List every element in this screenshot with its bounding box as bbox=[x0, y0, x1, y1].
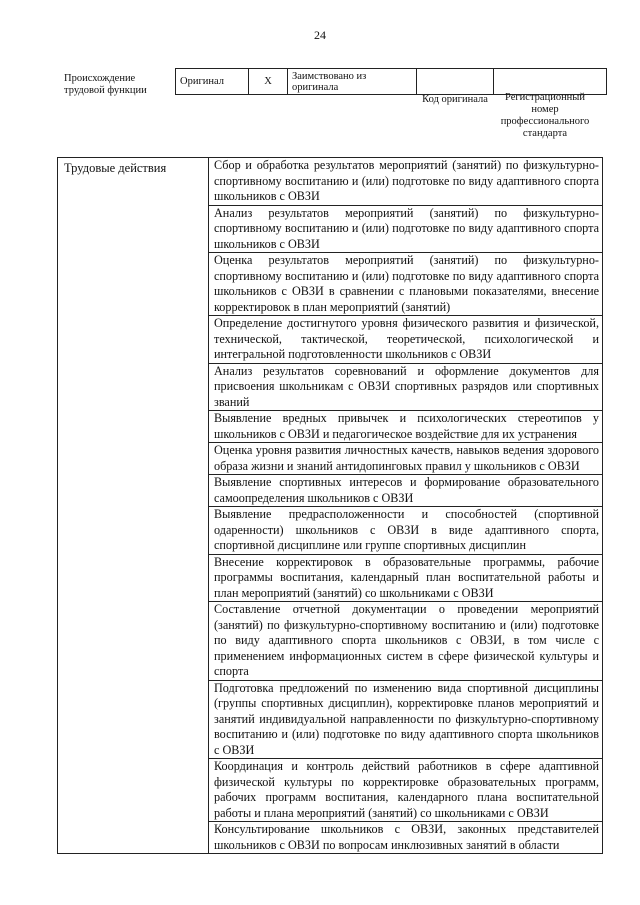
labor-action-item: Оценка уровня развития личностных качеств, навыков ведения здорового образа жизни и знаний антидопинговых правил у школьников с ОВЗИ bbox=[209, 443, 602, 475]
origin-code-cell bbox=[417, 69, 494, 95]
labor-action-item: Анализ результатов соревнований и оформление документов для присвоения школьникам с ОВЗИ спортивных разрядов или спортивных званий bbox=[209, 364, 602, 412]
origin-reg-cell bbox=[494, 69, 607, 95]
labor-action-item: Анализ результатов мероприятий (занятий) по физкультурно-спортивному воспитанию и (или) подготовке по виду адаптивного спорта школьников с ОВЗИ bbox=[209, 206, 602, 254]
labor-action-item: Выявление вредных привычек и психологических стереотипов у школьников с ОВЗИ и педагогическое воздействие для их устранения bbox=[209, 411, 602, 443]
origin-table bbox=[175, 68, 607, 95]
origin-borrowed-cell: Заимствовано из оригинала bbox=[288, 69, 417, 95]
labor-action-item: Оценка результатов мероприятий (занятий) по физкультурно-спортивному воспитанию и (или) подготовке по виду адаптивного спорта школьников с ОВЗИ в сравнении с плановыми показателями, внесение корректировок в план мероприятий (занятий) bbox=[209, 253, 602, 316]
reg-number-label: Регистрационный номер профессионального стандарта bbox=[500, 92, 590, 139]
origin-mark-cell: X bbox=[249, 69, 288, 95]
labor-actions-table bbox=[57, 157, 603, 854]
page-number: 24 bbox=[314, 28, 326, 42]
labor-action-item: Определение достигнутого уровня физического развития и физической, технической, тактической, теоретической, психологической и интегральной подготовленности школьников с ОВЗИ bbox=[209, 316, 602, 364]
labor-action-item: Выявление спортивных интересов и формирование образовательного самоопределения школьников с ОВЗИ bbox=[209, 475, 602, 507]
origin-original-cell: Оригинал bbox=[176, 69, 249, 95]
labor-actions-label: Трудовые действия bbox=[58, 158, 209, 854]
labor-action-item: Выявление предрасположенности и способностей (спортивной одаренности) школьников с ОВЗИ в виде адаптивного спорта, спортивной дисциплине или группе спортивных дисциплин bbox=[209, 507, 602, 555]
labor-action-item: Составление отчетной документации о проведении мероприятий (занятий) по физкультурно-спортивному воспитанию и (или) подготовке по виду адаптивного спорта школьников с ОВЗИ, в том числе с применением информационных систем в сфере физической культуры и спорта bbox=[209, 602, 602, 681]
origin-label: Происхождение трудовой функции bbox=[64, 73, 147, 96]
labor-action-item: Подготовка предложений по изменению вида спортивной дисциплины (группы спортивных дисциплин), корректировке планов мероприятий и занятий индивидуальной направленности по физкультурно-спортивному воспитанию и (или) подготовке по виду адаптивного спорта школьников с ОВЗИ bbox=[209, 681, 602, 760]
labor-action-item: Координация и контроль действий работников в сфере адаптивной физической культуры по корректировке образовательных программ, рабочих программ воспитания, календарного плана воспитательной работы и плана мероприятий (занятий) со школьниками с ОВЗИ bbox=[209, 759, 602, 822]
labor-action-item: Внесение корректировок в образовательные программы, рабочие программы воспитания, календарный план воспитательной работы и план мероприятий (занятий) со школьниками с ОВЗИ bbox=[209, 555, 602, 603]
labor-action-item: Консультирование школьников с ОВЗИ, законных представителей школьников с ОВЗИ по вопросам инклюзивных занятий в области bbox=[214, 822, 599, 852]
labor-action-item: Сбор и обработка результатов мероприятий (занятий) по физкультурно-спортивному воспитанию и (или) подготовке по виду адаптивного спорта школьников с ОВЗИ bbox=[209, 158, 602, 206]
labor-actions-list bbox=[209, 158, 603, 854]
code-label: Код оригинала bbox=[422, 94, 488, 105]
